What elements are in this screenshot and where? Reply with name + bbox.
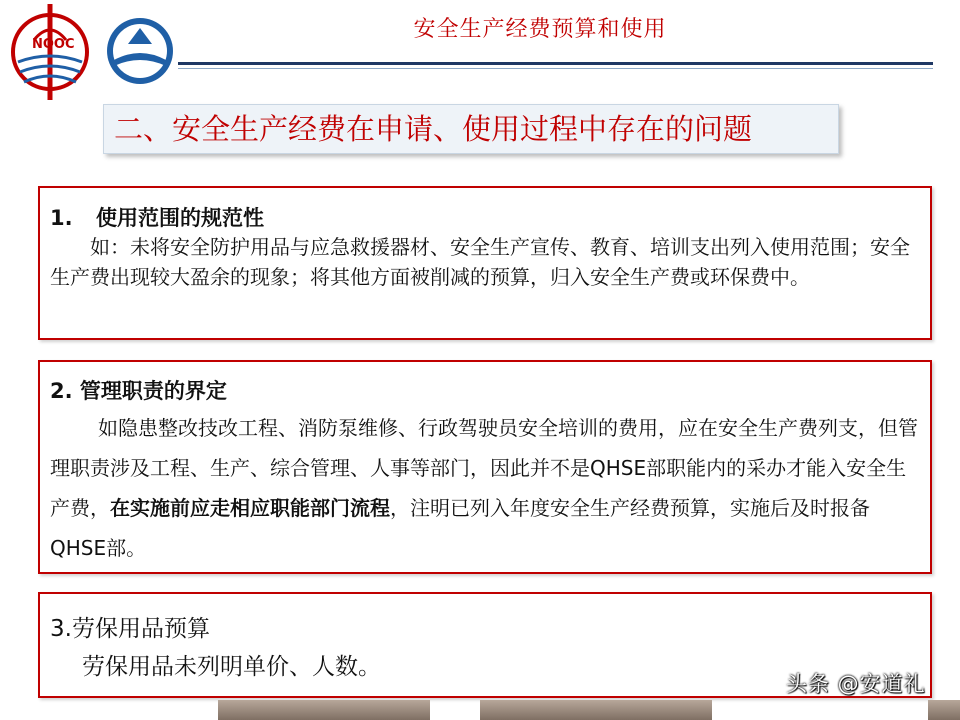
photo-strip-1 [218, 700, 430, 720]
issue-box-1 [38, 186, 932, 340]
header-title: 安全生产经费预算和使用 [413, 17, 667, 42]
issue-text-3: 劳保用品未列明单价、人数。 [82, 654, 381, 680]
company-logo-icon [10, 0, 94, 104]
wechat-icon [762, 664, 788, 686]
issue-box-2 [38, 360, 932, 574]
section-title: 二、安全生产经费在申请、使用过程中存在的问题 [103, 104, 839, 154]
watermark-source: 头条 @安道礼 [786, 672, 926, 696]
header-divider-thin [178, 68, 933, 69]
header-divider [178, 62, 933, 65]
issue-text-2-emphasis: 在实施前应走相应职能部门流程 [110, 496, 390, 520]
issue-text-2-part2: ，注明已列入年度安全生产经费预算，实施后及时报备QHSE部。 [50, 496, 870, 560]
emblem-logo-icon [102, 16, 178, 86]
issue-text-2 [50, 408, 920, 568]
issue-heading-3: 3.劳保用品预算 [50, 616, 210, 642]
issue-number-1: 1. [50, 206, 73, 230]
logo-text: NOOC [32, 37, 75, 52]
issue-text-2-part1: 如隐患整改技改工程、消防泵维修、行政驾驶员安全培训的费用，应在安全生产费列支，但管理职责涉及工程、生产、综合管理、人事等部门，因此并不是QHSE部职能内的采办才能入安全生产费， [50, 416, 918, 520]
issue-text-1-content: 如：未将安全防护用品与应急救援器材、安全生产宣传、教育、培训支出列入使用范围；安全生产费出现较大盈余的现象；将其他方面被削减的预算，归入安全生产费或环保费中。 [50, 235, 910, 289]
issue-heading-2: 2. 管理职责的界定 [50, 379, 227, 403]
issue-title-1: 使用范围的规范性 [96, 206, 264, 230]
issue-text-1 [50, 232, 920, 292]
photo-strip-2 [480, 700, 712, 720]
logo-group [10, 0, 180, 100]
issue-heading-1 [50, 204, 920, 232]
